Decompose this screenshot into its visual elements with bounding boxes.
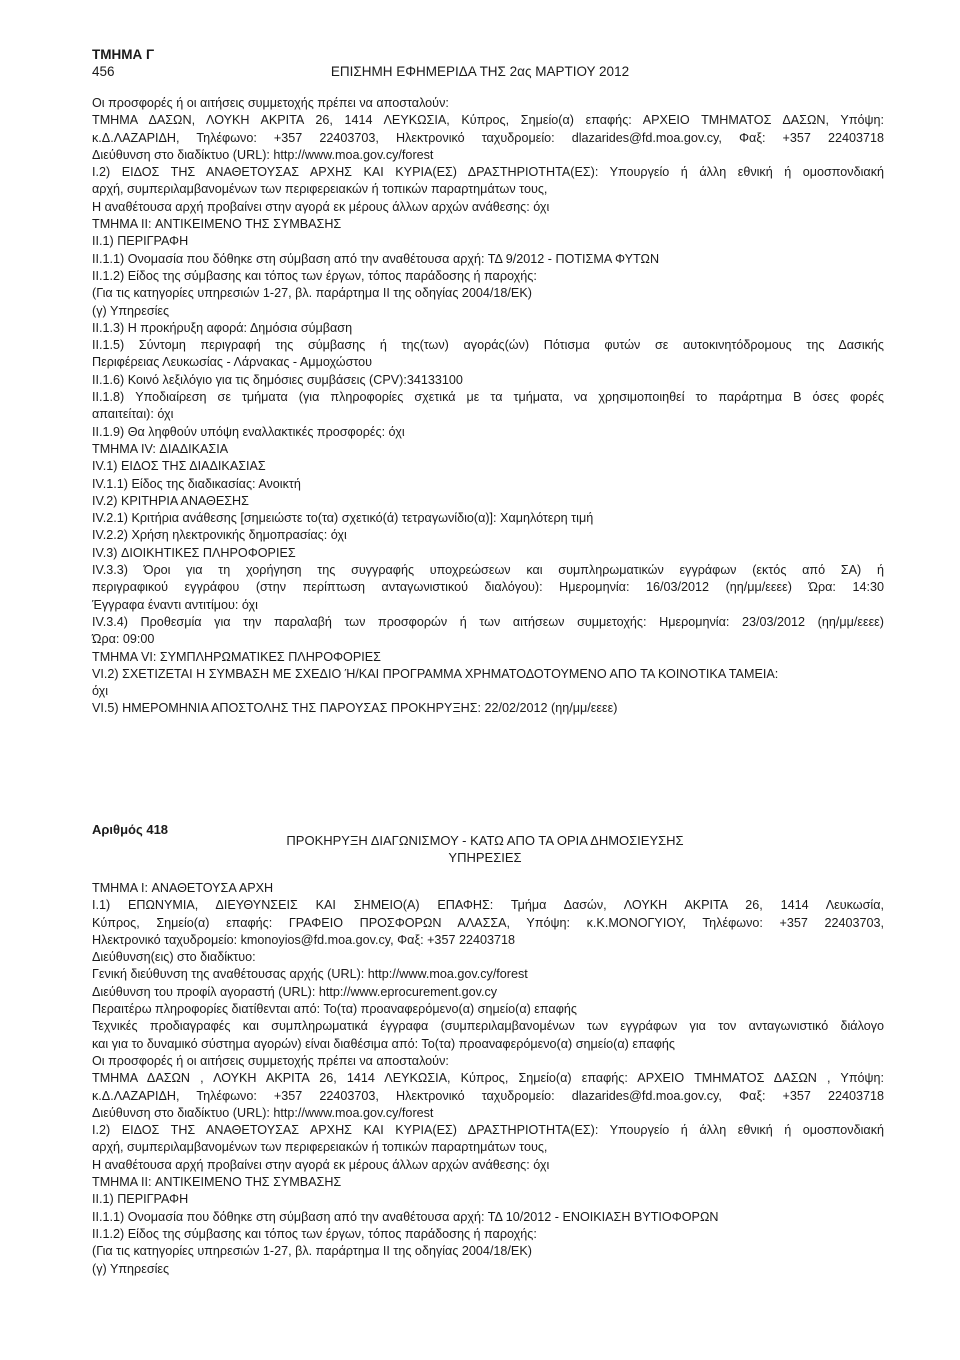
text-line: II.1.5) Σύντομη περιγραφή της σύμβασης ή της(των) αγοράς(ών) Πότισμα φυτών σε αυτοκινητόδρομους της Δασικής	[92, 338, 884, 353]
notice-number: Αριθμός 418	[92, 822, 169, 837]
text-line: IV.2) ΚΡΙΤΗΡΙΑ ΑΝΑΘΕΣΗΣ	[92, 493, 249, 508]
text-line: και για το δυναμικό σύστημα αγορών) είναι διαθέσιμα από: Το(τα) προαναφερόμενο(α) σημείο(α) επαφής	[92, 1036, 675, 1051]
text-line: II.1.2) Είδος της σύμβασης και τόπος των έργων, τόπος παράδοσης ή παροχής:	[92, 1226, 537, 1241]
text-line: Ι.2) ΕΙΔΟΣ ΤΗΣ ΑΝΑΘΕΤΟΥΣΑΣ ΑΡΧΗΣ ΚΑΙ ΚΥΡΙΑ(ΕΣ) ΔΡΑΣΤΗΡΙΟΤΗΤΑ(ΕΣ): Υπουργείο ή άλλη εθνική ή ομοσπονδιακή	[92, 165, 884, 180]
page-number: 456	[92, 64, 115, 79]
text-line: VI.5) ΗΜΕΡΟΜΗΝΙΑ ΑΠΟΣΤΟΛΗΣ ΤΗΣ ΠΑΡΟΥΣΑΣ ΠΡΟΚΗΡΥΞΗΣ: 22/02/2012 (ηη/μμ/εεεε)	[92, 701, 618, 716]
text-line: όχι	[92, 684, 109, 699]
notice-title	[250, 832, 720, 866]
text-line: Ώρα: 09:00	[92, 632, 155, 647]
text-line: Τεχνικές προδιαγραφές και συμπληρωματικά έγγραφα (συμπεριλαμβανομένων των εγγράφων για τον ανταγωνιστικό διάλογο	[92, 1019, 884, 1034]
text-line: ΤΜΗΜΑ II: ΑΝΤΙΚΕΙΜΕΝΟ ΤΗΣ ΣΥΜΒΑΣΗΣ	[92, 1175, 342, 1190]
notice-title-line: ΠΡΟΚΗΡΥΞΗ ΔΙΑΓΩΝΙΣΜΟΥ - ΚΑΤΩ ΑΠΟ ΤΑ ΟΡΙΑ ΔΗΜΟΣΙΕΥΣΗΣ	[286, 833, 684, 848]
text-line: IV.1.1) Είδος της διαδικασίας: Ανοικτή	[92, 476, 301, 491]
text-line: IV.1) ΕΙΔΟΣ ΤΗΣ ΔΙΑΔΙΚΑΣΙΑΣ	[92, 459, 266, 474]
text-line: II.1.8) Υποδιαίρεση σε τμήματα (για πληροφορίες σχετικά με τα τμήματα, να χρησιμοποιηθεί το παράρτημα Β όσες φορές	[92, 390, 884, 405]
text-line: Περιφέρειας Λευκωσίας - Λάρνακας - Αμμοχώστου	[92, 355, 373, 370]
text-line: (Για τις κατηγορίες υπηρεσιών 1-27, βλ. παράρτημα II της οδηγίας 2004/18/ΕΚ)	[92, 1244, 532, 1259]
text-line: II.1.9) Θα ληφθούν υπόψη εναλλακτικές προσφορές: όχι	[92, 424, 405, 439]
text-line: αρχή, συμπεριλαμβανομένων των περιφερειακών ή τοπικών παραρτημάτων τους,	[92, 1140, 548, 1155]
text-line: ΤΜΗΜΑ II: ΑΝΤΙΚΕΙΜΕΝΟ ΤΗΣ ΣΥΜΒΑΣΗΣ	[92, 217, 342, 232]
notice-title-line: ΥΠΗΡΕΣΙΕΣ	[448, 850, 522, 865]
text-line: Η αναθέτουσα αρχή προβαίνει στην αγορά εκ μέρους άλλων αρχών ανάθεσης: όχι	[92, 1157, 550, 1172]
text-line: Διεύθυνση(εις) στο διαδίκτυο:	[92, 950, 256, 965]
text-line: II.1.2) Είδος της σύμβασης και τόπος των έργων, τόπος παράδοσης ή παροχής:	[92, 268, 537, 283]
text-line: Έγγραφα έναντι αντιτίμου: όχι	[92, 597, 258, 612]
text-line: I.1) ΕΠΩΝΥΜΙΑ, ΔΙΕΥΘΥΝΣΕΙΣ ΚΑΙ ΣΗΜΕΙΟ(Α) ΕΠΑΦΗΣ: Τμήμα Δασών, ΛΟΥΚΗ ΑΚΡΙΤΑ 26, 1414 Λευκωσία,	[92, 898, 884, 913]
text-line: Κύπρος, Σημείο(α) επαφής: ΓΡΑΦΕΙΟ ΠΡΟΣΦΟΡΩΝ ΑΛΑΣΣΑ, Υπόψη: κ.Κ.ΜΟΝΟΓΥΙΟΥ, Τηλέφωνο: +357 22403703,	[92, 915, 884, 930]
text-line: ΤΜΗΜΑ I: ΑΝΑΘΕΤΟΥΣΑ ΑΡΧΗ	[92, 881, 274, 895]
text-line: (γ) Υπηρεσίες	[92, 1261, 170, 1276]
text-line: ΤΜΗΜΑ VI: ΣΥΜΠΛΗΡΩΜΑΤΙΚΕΣ ΠΛΗΡΟΦΟΡΙΕΣ	[92, 649, 381, 664]
text-line: κ.Δ.ΛΑΖΑΡΙΔΗ, Τηλέφωνο: +357 22403703, Ηλεκτρονικό ταχυδρομείο: dlazarides@fd.moa.gov.cy, Φαξ: +357 22403718	[92, 130, 884, 145]
text-line: (Για τις κατηγορίες υπηρεσιών 1-27, βλ. παράρτημα II της οδηγίας 2004/18/ΕΚ)	[92, 286, 532, 301]
text-line: I.2) ΕΙΔΟΣ ΤΗΣ ΑΝΑΘΕΤΟΥΣΑΣ ΑΡΧΗΣ ΚΑΙ ΚΥΡΙΑ(ΕΣ) ΔΡΑΣΤΗΡΙΟΤΗΤΑ(ΕΣ): Υπουργείο ή άλλη εθνική ή ομοσπονδιακή	[92, 1123, 884, 1138]
text-line: Οι προσφορές ή οι αιτήσεις συμμετοχής πρέπει να αποσταλούν:	[92, 1053, 449, 1068]
text-line: αρχή, συμπεριλαμβανομένων των περιφερειακών ή τοπικών παραρτημάτων τους,	[92, 182, 548, 197]
text-line: IV.2.1) Κριτήρια ανάθεσης [σημειώστε το(τα) σχετικό(ά) τετραγωνίδιο(α)]: Χαμηλότερη τιμή	[92, 511, 594, 526]
notice-417-body	[92, 95, 884, 718]
text-line: Διεύθυνση στο διαδίκτυο (URL): http://www.moa.gov.cy/forest	[92, 1105, 434, 1120]
text-line: II.1) ΠΕΡΙΓΡΑΦΗ	[92, 1192, 189, 1207]
text-line: II.1.1) Ονομασία που δόθηκε στη σύμβαση από την αναθέτουσα αρχή: ΤΔ 10/2012 - ΕΝΟΙΚΙΑΣΗ ΒΥΤΙΟΦΟΡΩΝ	[92, 1209, 719, 1224]
text-line: IV.3) ΔΙΟΙΚΗΤΙΚΕΣ ΠΛΗΡΟΦΟΡΙΕΣ	[92, 545, 296, 560]
text-line: IV.3.3) Όροι για τη χορήγηση της συγγραφής υποχρεώσεων και συμπληρωματικών εγγράφων (εκτός από ΣΑ) ή	[92, 563, 884, 578]
text-line: Ηλεκτρονικό ταχυδρομείο: kmonoyios@fd.moa.gov.cy, Φαξ: +357 22403718	[92, 932, 515, 947]
text-line: II.1.6) Κοινό λεξιλόγιο για τις δημόσιες συμβάσεις (CPV):34133100	[92, 372, 463, 387]
text-line: Γενική διεύθυνση της αναθέτουσας αρχής (URL): http://www.moa.gov.cy/forest	[92, 967, 528, 982]
text-line: Διεύθυνση του προφίλ αγοραστή (URL): http://www.eprocurement.gov.cy	[92, 984, 498, 999]
text-line: Οι προσφορές ή οι αιτήσεις συμμετοχής πρέπει να αποσταλούν:	[92, 96, 449, 110]
notice-418-body	[92, 880, 884, 1278]
text-line: περιγραφικού εγγράφου (στην περίπτωση ανταγωνιστικού διαλόγου): Ημερομηνία: 16/03/2012 (ηη/μμ/εεεε) Ώρα: 14:30	[92, 580, 884, 595]
text-line: Διεύθυνση στο διαδίκτυο (URL): http://www.moa.gov.cy/forest	[92, 147, 434, 162]
text-line: Η αναθέτουσα αρχή προβαίνει στην αγορά εκ μέρους άλλων αρχών ανάθεσης: όχι	[92, 199, 550, 214]
text-line: II.1) ΠΕΡΙΓΡΑΦΗ	[92, 234, 189, 249]
text-line: ΤΜΗΜΑ ΔΑΣΩΝ , ΛΟΥΚΗ ΑΚΡΙΤΑ 26, 1414 ΛΕΥΚΩΣΙΑ, Κύπρος, Σημείο(α) επαφής: ΑΡΧΕΙΟ ΤΜΗΜΑΤΟΣ ΔΑΣΩΝ , Υπόψη:	[92, 1071, 884, 1086]
text-line: II.1.3) Η προκήρυξη αφορά: Δημόσια σύμβαση	[92, 320, 353, 335]
text-line: (γ) Υπηρεσίες	[92, 303, 170, 318]
text-line: Περαιτέρω πληροφορίες διατίθενται από: Το(τα) προαναφερόμενο(α) σημείο(α) επαφής	[92, 1002, 577, 1017]
text-line: IV.3.4) Προθεσμία για την παραλαβή των προσφορών ή των αιτήσεων συμμετοχής: Ημερομηνία: 23/03/2012 (ηη/μμ/εεεε)	[92, 614, 884, 629]
text-line: κ.Δ.ΛΑΖΑΡΙΔΗ, Τηλέφωνο: +357 22403703, Ηλεκτρονικό ταχυδρομείο: dlazarides@fd.moa.gov.cy, Φαξ: +357 22403718	[92, 1088, 884, 1103]
text-line: απαιτείται): όχι	[92, 407, 174, 422]
text-line: VI.2) ΣΧΕΤΙΖΕΤΑΙ Η ΣΥΜΒΑΣΗ ΜΕ ΣΧΕΔΙΟ Ή/ΚΑΙ ΠΡΟΓΡΑΜΜΑ ΧΡΗΜΑΤΟΔΟΤΟΥΜΕΝΟ ΑΠΟ ΤΑ ΚΟΙΝΟΤΙΚΑ ΤΑΜΕΙΑ:	[92, 666, 779, 681]
text-line: ΤΜΗΜΑ ΔΑΣΩΝ, ΛΟΥΚΗ ΑΚΡΙΤΑ 26, 1414 ΛΕΥΚΩΣΙΑ, Κύπρος, Σημείο(α) επαφής: ΑΡΧΕΙΟ ΤΜΗΜΑΤΟΣ ΔΑΣΩΝ, Υπόψη:	[92, 113, 884, 128]
text-line: IV.2.2) Χρήση ηλεκτρονικής δημοπρασίας: όχι	[92, 528, 347, 543]
gazette-title: ΕΠΙΣΗΜΗ ΕΦΗΜΕΡΙΔΑ ΤΗΣ 2ας ΜΑΡΤΙΟΥ 2012	[330, 64, 630, 79]
text-line: ΤΜΗΜΑ IV: ΔΙΑΔΙΚΑΣΙΑ	[92, 441, 229, 456]
section-label: ΤΜΗΜΑ Γ	[92, 47, 155, 62]
text-line: II.1.1) Ονομασία που δόθηκε στη σύμβαση από την αναθέτουσα αρχή: ΤΔ 9/2012 - ΠΟΤΙΣΜΑ ΦΥΤΩΝ	[92, 251, 660, 266]
